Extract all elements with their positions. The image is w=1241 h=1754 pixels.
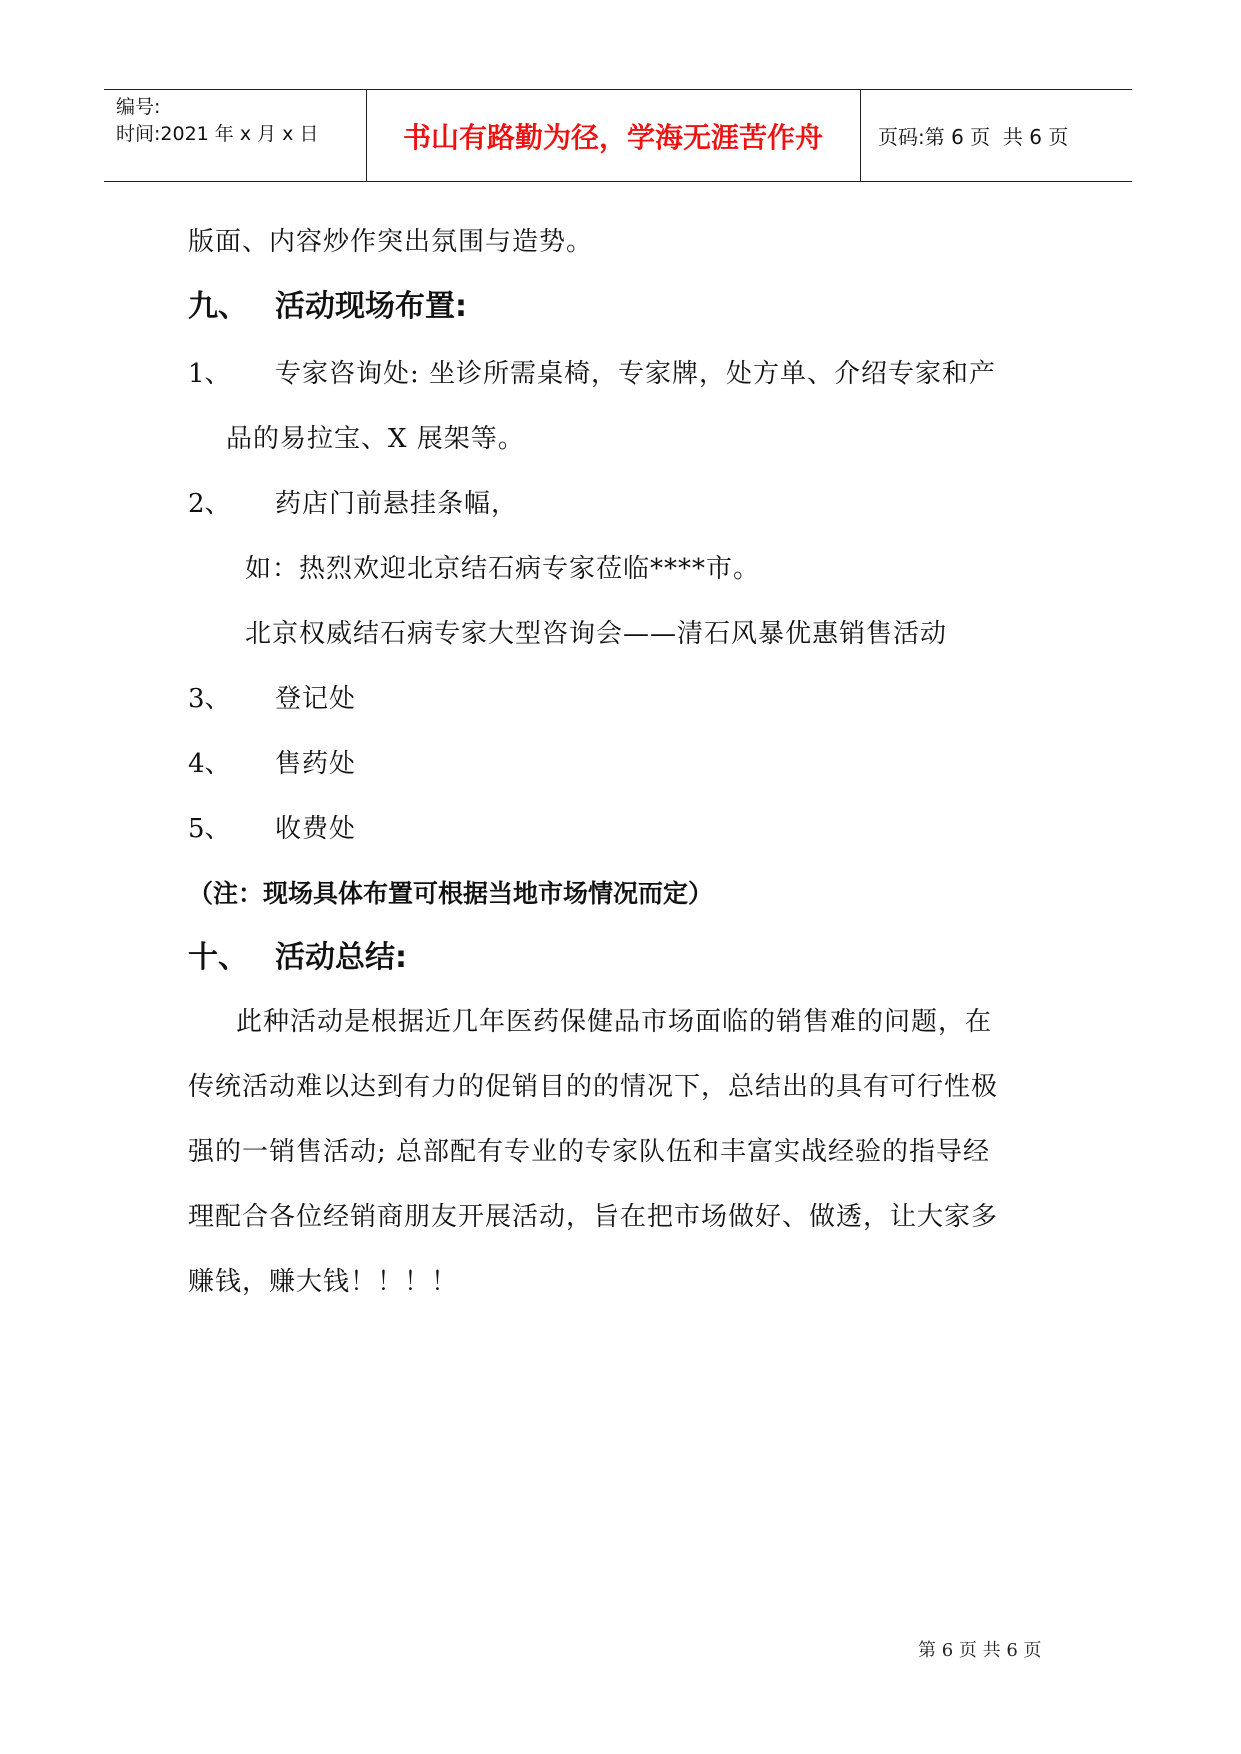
summary-line-1: 此种活动是根据近几年医药保健品市场面临的销售难的问题，在 <box>236 1007 993 1037</box>
summary-line-3: 强的一销售活动; 总部配有专业的专家队伍和丰富实战经验的指导经 <box>188 1137 991 1167</box>
section-10-title: 活动总结: <box>275 940 407 975</box>
item-1-number: 1、 <box>188 359 231 389</box>
section-9-number: 九、 <box>188 289 248 324</box>
header-motto: 书山有路勤为径，学海无涯苦作舟 <box>402 120 823 154</box>
section-9-title: 活动现场布置: <box>275 289 467 324</box>
item-5-text: 收费处 <box>275 814 357 844</box>
banner-example-line: 如：热烈欢迎北京结石病专家莅临****市。 <box>245 554 761 584</box>
summary-line-4: 理配合各位经销商朋友开展活动，旨在把市场做好、做透，让大家多 <box>188 1202 999 1232</box>
banner-slogan-line: 北京权威结石病专家大型咨询会——清石风暴优惠销售活动 <box>245 619 948 649</box>
page-header <box>104 89 1132 182</box>
item-1-text: 专家咨询处: 坐诊所需桌椅，专家牌，处方单、介绍专家和产 <box>275 359 997 389</box>
item-4-text: 售药处 <box>275 749 357 779</box>
header-divider-left <box>366 90 367 181</box>
item-3-number: 3、 <box>188 684 231 714</box>
layout-note: （注：现场具体布置可根据当地市场情况而定） <box>188 879 714 908</box>
header-meta <box>116 94 366 148</box>
header-divider-right <box>860 90 861 181</box>
item-3-text: 登记处 <box>275 684 357 714</box>
item-1-continuation: 品的易拉宝、X 展架等。 <box>226 424 525 454</box>
header-page-number: 页码:第 6 页 共 6 页 <box>878 125 1069 149</box>
item-2-number: 2、 <box>188 489 231 519</box>
summary-line-5: 赚钱，赚大钱！！！！ <box>188 1267 459 1297</box>
summary-line-2: 传统活动难以达到有力的促销目的的情况下，总结出的具有可行性极 <box>188 1072 999 1102</box>
item-2-text: 药店门前悬挂条幅， <box>275 489 519 519</box>
item-5-number: 5、 <box>188 814 231 844</box>
document-number-label: 编号: <box>116 96 161 118</box>
intro-line: 版面、内容炒作突出氛围与造势。 <box>188 227 594 257</box>
page-footer: 第 6 页 共 6 页 <box>918 1640 1042 1661</box>
document-time-label: 时间:2021 年 x 月 x 日 <box>116 123 319 145</box>
section-10-number: 十、 <box>188 940 248 975</box>
item-4-number: 4、 <box>188 749 231 779</box>
